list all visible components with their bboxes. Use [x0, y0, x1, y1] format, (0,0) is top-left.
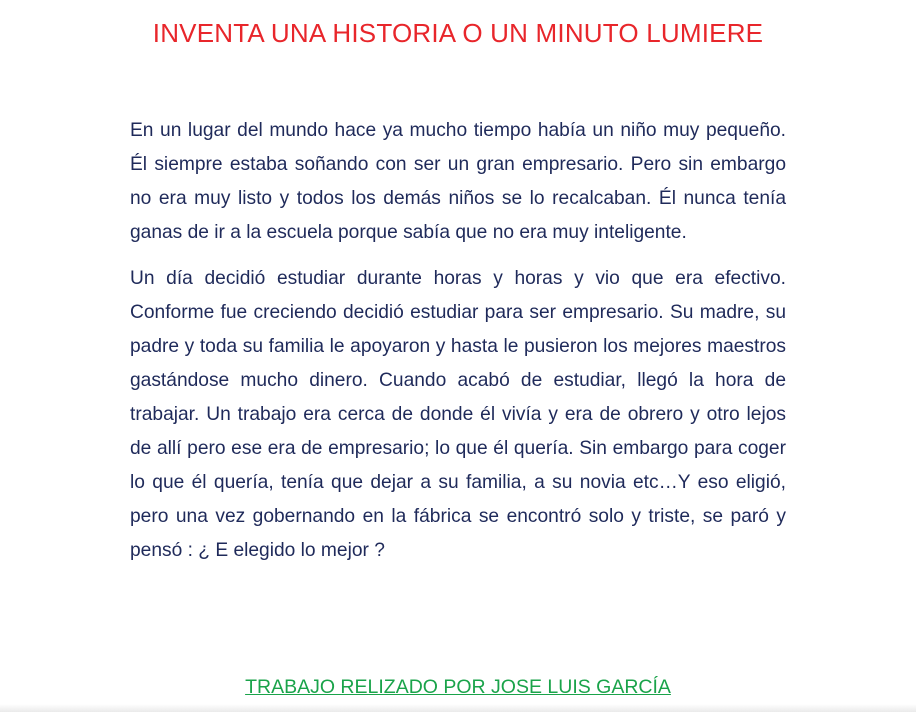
story-paragraph-1: En un lugar del mundo hace ya mucho tiempo había un niño muy pequeño. Él siempre estaba soñando con ser un gran empresario. Pero sin embargo no era muy listo y todos los demás niños se lo recalcaban. Él nunca tenía ganas de ir a la escuela porque sabía que no era muy inteligente.: [130, 120, 786, 243]
author-credit-link[interactable]: TRABAJO RELIZADO POR JOSE LUIS GARCÍA: [245, 676, 671, 698]
page-title: INVENTA UNA HISTORIA O UN MINUTO LUMIERE: [152, 18, 764, 48]
story-body: [130, 114, 786, 568]
page-edge-shadow: [0, 704, 916, 712]
story-paragraph-2: Un día decidió estudiar durante horas y horas y vio que era efectivo. Conforme fue creciendo decidió estudiar para ser empresario. Su madre, su padre y toda su familia le apoyaron y hasta le pusieron los mejores maestros gastándose mucho dinero. Cuando acabó de estudiar, llegó la hora de trabajar. Un trabajo era cerca de donde él vivía y era de obrero y otro lejos de allí pero ese era de empresario; lo que él quería. Sin embargo para coger lo que él quería, tenía que dejar a su familia, a su novia etc…Y eso eligió, pero una vez gobernando en la fábrica se encontró solo y triste, se paró y pensó : ¿ E elegido lo mejor ?: [130, 268, 786, 561]
